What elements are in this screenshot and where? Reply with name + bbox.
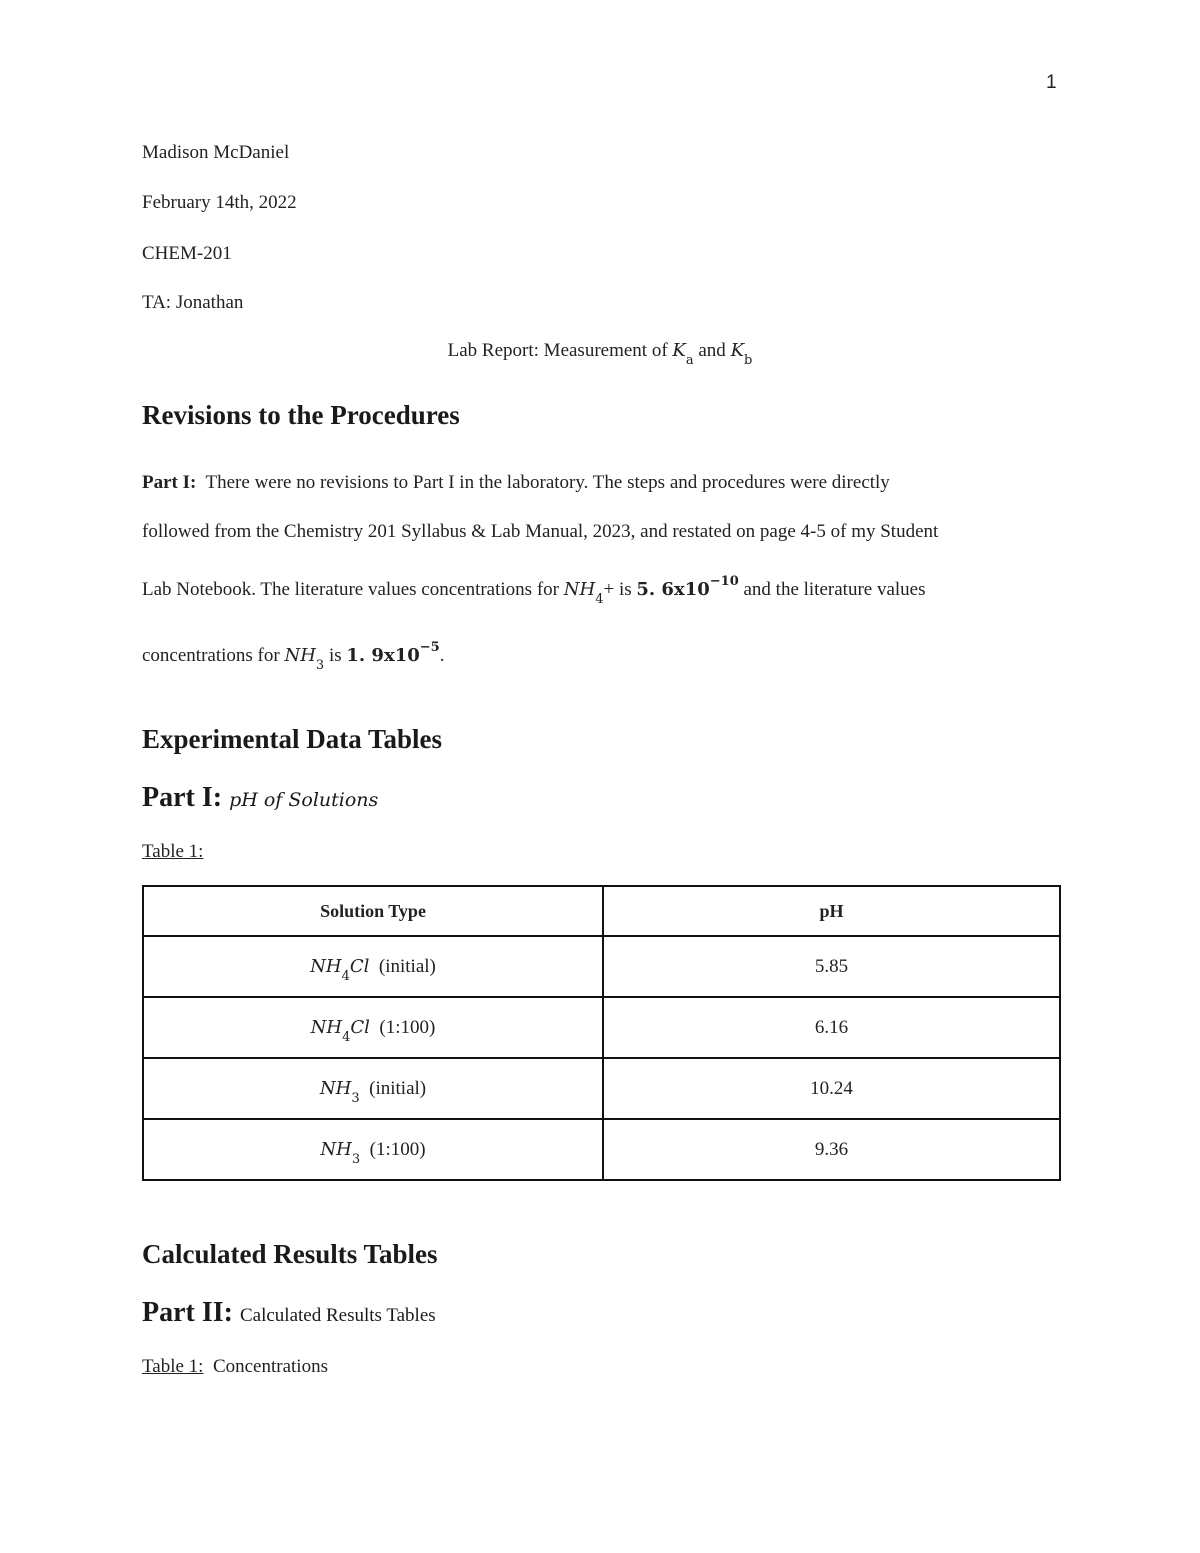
ka-symbol: $K_a$ (672, 340, 694, 368)
column-header-solution-type: Solution Type (143, 886, 603, 936)
revisions-line-3: Lab Notebook. The literature values concentrations for $NH_4+$ is 5. $6x10^{-10}$ and the literature values (142, 574, 926, 607)
revisions-line-1: Part I: There were no revisions to Part I in the laboratory. The steps and procedures were directly (142, 472, 890, 493)
nh3-formula: $NH_3$ (284, 645, 325, 673)
column-header-ph: pH (603, 886, 1060, 936)
part-i-label: Part I: (142, 472, 197, 493)
title-and: and (693, 340, 731, 361)
nh4-literature-value: 5. $6x10^{-10}$ (636, 574, 739, 600)
kb-symbol: $K_b$ (730, 340, 753, 368)
report-date: February 14th, 2022 (142, 192, 297, 213)
nh4-formula: $NH_4$ (563, 579, 604, 607)
table-row: $NH_4Cl$ (1:100) 6.16 (143, 997, 1060, 1058)
calculated-part-title: Part II: Calculated Results Tables (142, 1297, 436, 1328)
experimental-table-label: Table 1: (142, 841, 204, 862)
calculated-heading: Calculated Results Tables (142, 1239, 438, 1269)
experimental-part-title: Part I: pH of Solutions (142, 782, 379, 813)
revisions-line-2: followed from the Chemistry 201 Syllabus & Lab Manual, 2023, and restated on page 4-5 of my Student (142, 521, 939, 542)
revisions-line-4: concentrations for $NH_3$ is 1. $9x10^{-5}$. (142, 640, 445, 673)
ph-data-table (142, 885, 1061, 1181)
experimental-heading: Experimental Data Tables (142, 724, 443, 754)
nh3-literature-value: 1. $9x10^{-5}$ (346, 640, 440, 666)
revisions-heading: Revisions to the Procedures (142, 400, 460, 430)
report-title (0, 340, 1200, 368)
table-row: $NH_3$ (initial) 10.24 (143, 1058, 1060, 1119)
title-prefix: Lab Report: Measurement of (447, 340, 673, 361)
ta-name: TA: Jonathan (142, 292, 244, 313)
calculated-table-label: Table 1: Concentrations (142, 1356, 328, 1377)
course-code: CHEM-201 (142, 243, 232, 264)
table-row: $NH_4Cl$ (initial) 5.85 (143, 936, 1060, 997)
author-name: Madison McDaniel (142, 142, 290, 163)
table-header-row (143, 886, 1060, 936)
table-row: $NH_3$ (1:100) 9.36 (143, 1119, 1060, 1180)
page-number: 1 (1046, 72, 1057, 93)
